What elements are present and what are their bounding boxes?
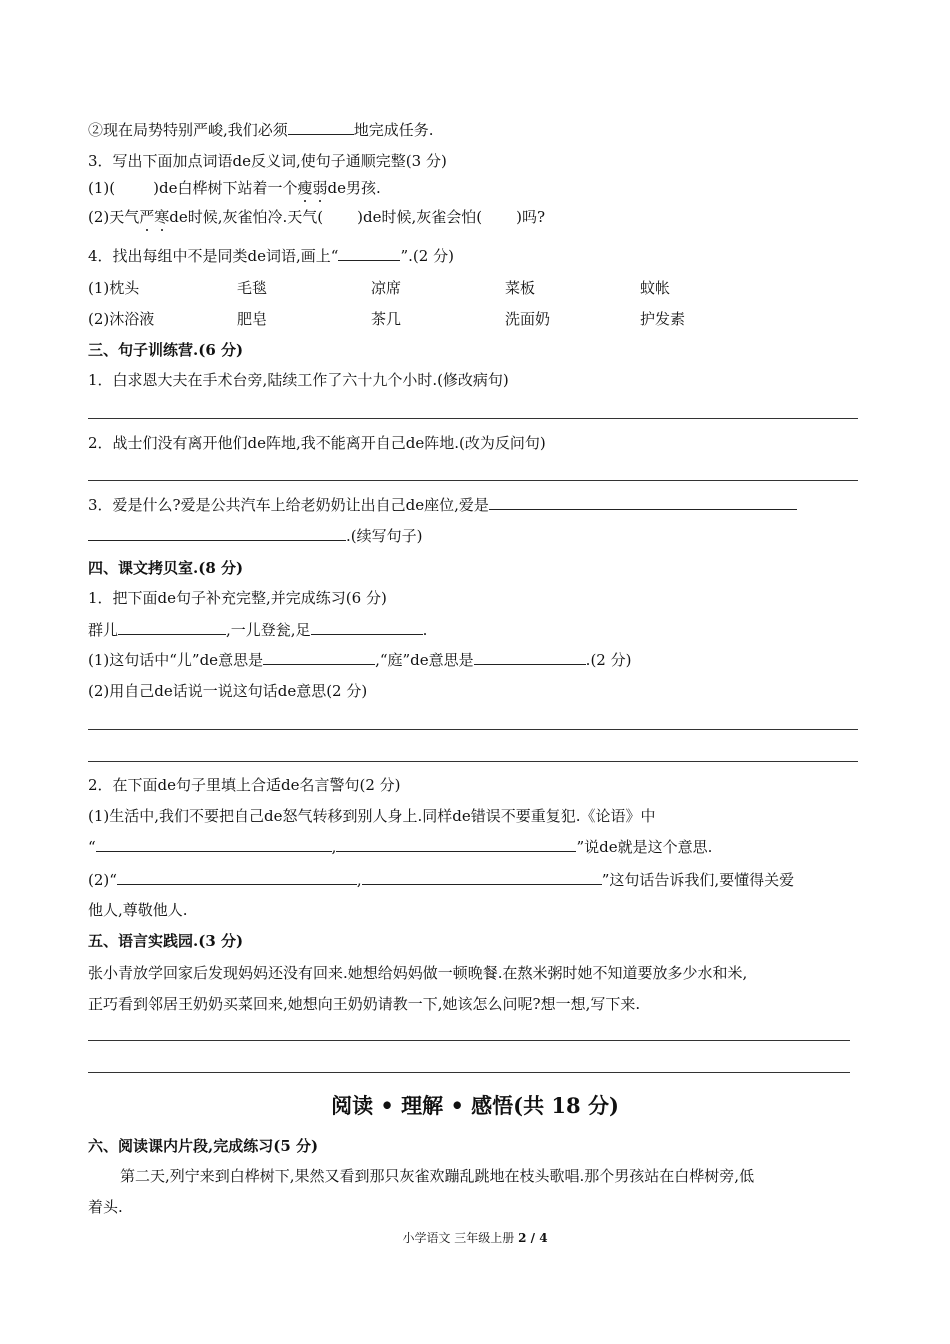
question-text: .(2 分) — [585, 651, 632, 669]
answer-blank[interactable] — [288, 120, 354, 135]
section-4-sub-2: (2)用自己de话说一说这句话de意思(2 分) — [88, 682, 368, 700]
section-4-q2-2-continued: 他人,尊敬他人. — [88, 901, 188, 919]
question-text: 群儿 — [88, 621, 119, 639]
question-text: (1)( — [88, 179, 116, 197]
answer-line[interactable] — [88, 418, 858, 419]
question-text: ”说de就是这个意思. — [576, 838, 713, 856]
section-5-heading: 五、语言实践园.(3 分) — [88, 932, 244, 950]
question-text: de时候,灰雀怕冷.天气( — [169, 208, 324, 226]
question-text: )de时候,灰雀会怕( — [357, 208, 483, 226]
word-option[interactable]: (2)沐浴液 — [88, 310, 155, 328]
word-option[interactable]: 毛毯 — [237, 279, 268, 297]
section-3-question-3-continued — [88, 526, 422, 546]
word-option[interactable]: 茶几 — [371, 310, 402, 328]
word-option[interactable]: 肥皂 — [237, 310, 268, 328]
question-text: .(续写句子) — [346, 527, 423, 545]
question-text: , — [331, 838, 337, 856]
answer-blank[interactable] — [118, 620, 226, 635]
question-text: 地完成任务. — [353, 121, 434, 139]
question-2-2 — [88, 120, 434, 140]
word-option[interactable]: 蚊帐 — [640, 279, 671, 297]
section-3-question-3 — [88, 495, 797, 515]
question-text: )de白桦树下站着一个 — [153, 179, 298, 197]
answer-blank[interactable] — [88, 526, 346, 541]
question-text: ,一儿登瓮,足 — [226, 621, 311, 639]
answer-blank[interactable] — [263, 650, 375, 665]
question-text: (1)这句话中“儿”de意思是 — [88, 651, 264, 669]
section-4-question-2: 2．在下面de句子里填上合适de名言警句(2 分) — [88, 776, 401, 794]
answer-blank[interactable] — [362, 870, 602, 885]
answer-blank[interactable] — [311, 620, 423, 635]
word-option[interactable]: 凉席 — [371, 279, 402, 297]
question-text: (2)“ — [88, 871, 117, 889]
section-4-heading: 四、课文拷贝室.(8 分) — [88, 559, 244, 577]
reading-section-title: 阅读 • 理解 • 感悟(共 18 分) — [331, 1093, 619, 1118]
question-text: ”.(2 分) — [400, 247, 454, 265]
section-4-q2-1-fill — [88, 837, 712, 857]
question-text: ,“庭”de意思是 — [375, 651, 474, 669]
question-text: de男孩. — [327, 179, 381, 197]
reading-paragraph-2: 着头. — [88, 1198, 123, 1216]
answer-line[interactable] — [88, 1040, 850, 1041]
question-4-title — [88, 246, 454, 266]
section-4-question-1: 1．把下面de句子补充完整,并完成练习(6 分) — [88, 589, 387, 607]
answer-blank[interactable] — [474, 650, 586, 665]
question-text: 3．爱是什么?爱是公共汽车上给老奶奶让出自己de座位,爱是 — [88, 496, 489, 514]
question-text: (2)天气 — [88, 208, 140, 226]
section-3-question-2: 2．战士们没有离开他们de阵地,我不能离开自己de阵地.(改为反问句) — [88, 434, 546, 452]
question-text: 4．找出每组中不是同类de词语,画上“ — [88, 247, 339, 265]
dotted-char: 瘦 — [297, 179, 313, 197]
question-3-title: 3．写出下面加点词语de反义词,使句子通顺完整(3 分) — [88, 152, 447, 170]
answer-line[interactable] — [88, 761, 858, 762]
word-option[interactable]: 菜板 — [505, 279, 536, 297]
word-option[interactable]: 洗面奶 — [505, 310, 551, 328]
question-text: )吗? — [516, 208, 546, 226]
section-4-q2-2 — [88, 870, 794, 890]
question-3-1 — [88, 178, 381, 198]
dotted-char: 严 — [139, 208, 155, 226]
poem-fill-line — [88, 620, 427, 640]
section-3-question-1: 1．白求恩大夫在手术台旁,陆续工作了六十九个小时.(修改病句) — [88, 371, 509, 389]
section-5-paragraph-2: 正巧看到邻居王奶奶买菜回来,她想向王奶奶请教一下,她该怎么问呢?想一想,写下来. — [88, 995, 641, 1013]
answer-line[interactable] — [88, 1072, 850, 1073]
section-5-paragraph-1: 张小青放学回家后发现妈妈还没有回来.她想给妈妈做一顿晚餐.在熬米粥时她不知道要放多少水和米, — [88, 964, 748, 982]
question-text: “ — [88, 838, 96, 856]
answer-line[interactable] — [88, 729, 858, 730]
footer-subject: 小学语文 三年级上册 — [402, 1231, 515, 1245]
answer-blank[interactable] — [336, 837, 576, 852]
question-text: ”这句话告诉我们,要懂得关爱 — [601, 871, 795, 889]
answer-blank[interactable] — [96, 837, 332, 852]
section-6-heading: 六、阅读课内片段,完成练习(5 分) — [88, 1137, 319, 1155]
section-3-heading: 三、句子训练营.(6 分) — [88, 341, 244, 359]
section-4-q2-1: (1)生活中,我们不要把自己de怒气转移到别人身上.同样de错误不要重复犯.《论语》中 — [88, 807, 656, 825]
underline-sample — [338, 246, 400, 261]
page-number: 2 / 4 — [518, 1231, 548, 1245]
question-text: , — [356, 871, 362, 889]
question-3-2 — [88, 207, 545, 227]
section-4-sub-1 — [88, 650, 631, 670]
word-option[interactable]: (1)枕头 — [88, 279, 140, 297]
dotted-char: 寒 — [154, 208, 170, 226]
reading-paragraph-1: 第二天,列宁来到白桦树下,果然又看到那只灰雀欢蹦乱跳地在枝头歌唱.那个男孩站在白桦树旁,低 — [120, 1167, 755, 1185]
answer-blank[interactable] — [489, 495, 797, 510]
answer-line[interactable] — [88, 480, 858, 481]
page-footer — [0, 1230, 950, 1246]
question-text: . — [422, 621, 428, 639]
dotted-char: 弱 — [312, 179, 328, 197]
question-text: ②现在局势特别严峻,我们必须 — [88, 121, 288, 139]
answer-blank[interactable] — [117, 870, 357, 885]
word-option[interactable]: 护发素 — [640, 310, 686, 328]
